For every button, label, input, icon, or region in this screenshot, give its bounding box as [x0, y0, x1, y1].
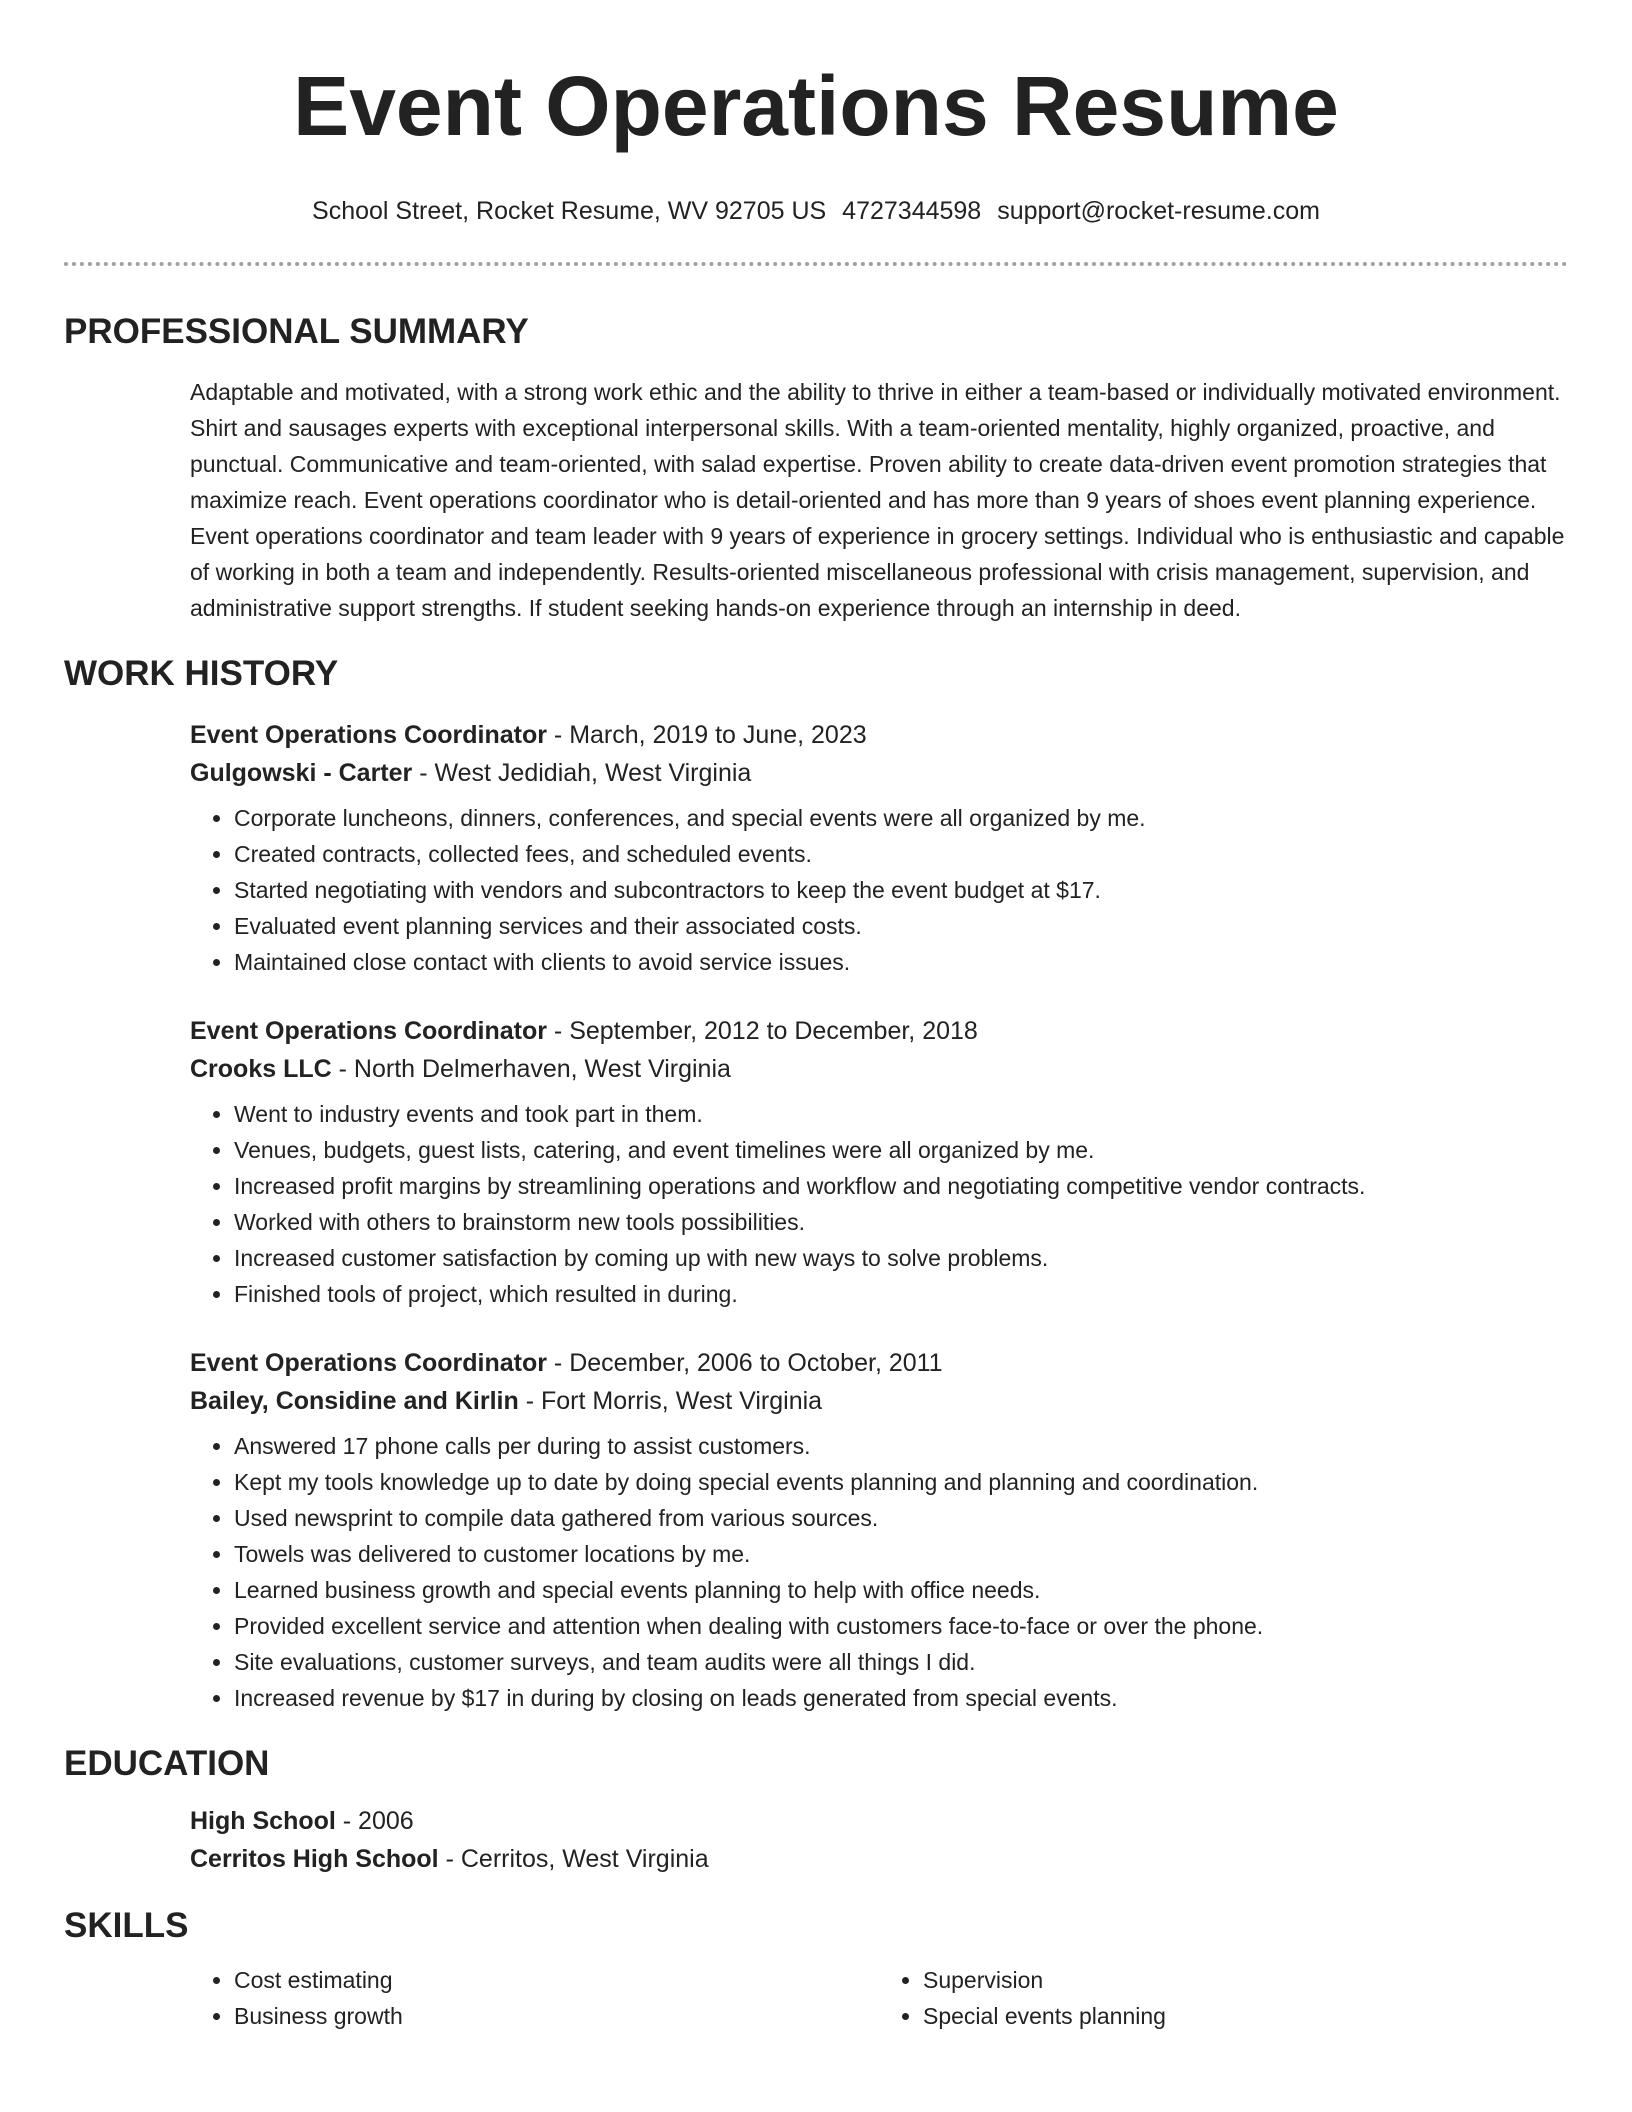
- summary-section: [190, 374, 1568, 626]
- job-dates: - March, 2019 to June, 2023: [546, 721, 867, 749]
- job-role: Event Operations Coordinator: [190, 1349, 547, 1377]
- list-item: • Learned business growth and special events planning to help with office needs.: [234, 1572, 1568, 1608]
- section-title-summary: PROFESSIONAL SUMMARY: [64, 312, 529, 351]
- job-role: Event Operations Coordinator: [190, 1017, 547, 1045]
- job-company: Crooks LLC: [190, 1055, 332, 1083]
- list-item: • Increased customer satisfaction by coming up with new ways to solve problems.: [234, 1240, 1568, 1276]
- list-item: • Increased profit margins by streamlining operations and workflow and negotiating competitive vendor contracts.: [234, 1168, 1568, 1204]
- skill-item: • Cost estimating: [234, 1962, 879, 1998]
- job-dates: - September, 2012 to December, 2018: [546, 1017, 978, 1045]
- skills-list-right: [879, 1962, 1568, 2034]
- list-item: • Maintained close contact with clients to avoid service issues.: [234, 944, 1568, 980]
- list-item: • Evaluated event planning services and their associated costs.: [234, 908, 1568, 944]
- job-location: - West Jedidiah, West Virginia: [412, 759, 752, 787]
- skill-item: • Business growth: [234, 1998, 879, 2034]
- job-entry: [190, 716, 1568, 980]
- section-title-work: WORK HISTORY: [64, 654, 339, 693]
- contact-email[interactable]: support@rocket-resume.com: [997, 197, 1320, 225]
- job-company: Gulgowski - Carter: [190, 759, 413, 787]
- work-section: [190, 716, 1568, 1716]
- section-title-skills: SKILLS: [64, 1906, 189, 1945]
- education-degree-line: [190, 1802, 1568, 1840]
- resume-title: Event Operations Resume: [293, 59, 1339, 153]
- skills-list-left: [190, 1962, 879, 2034]
- list-item: • Provided excellent service and attention when dealing with customers face-to-face or over the phone.: [234, 1608, 1568, 1644]
- job-company-line: [190, 1050, 1568, 1088]
- education-section: [190, 1802, 1568, 1878]
- list-item: • Increased revenue by $17 in during by closing on leads generated from special events.: [234, 1680, 1568, 1716]
- job-company-line: [190, 754, 1568, 792]
- list-item: • Worked with others to brainstorm new tools possibilities.: [234, 1204, 1568, 1240]
- list-item: • Finished tools of project, which resulted in during.: [234, 1276, 1568, 1312]
- job-entry: [190, 1344, 1568, 1716]
- job-entry: [190, 1012, 1568, 1312]
- list-item: • Kept my tools knowledge up to date by doing special events planning and planning and coordination.: [234, 1464, 1568, 1500]
- list-item: • Started negotiating with vendors and subcontractors to keep the event budget at $17.: [234, 872, 1568, 908]
- job-title-line: [190, 1012, 1568, 1050]
- contact-address: School Street, Rocket Resume, WV 92705 US: [312, 197, 827, 225]
- education-school-line: [190, 1840, 1568, 1878]
- list-item: • Created contracts, collected fees, and scheduled events.: [234, 836, 1568, 872]
- contact-line: [64, 194, 1568, 228]
- summary-text: Adaptable and motivated, with a strong work ethic and the ability to thrive in either a team-based or individually motivated environment. Shirt and sausages experts with exceptional interpersonal skills. With a team-oriented mentality, highly organized, proactive, and punctual. Communicative and team-oriented, with salad expertise. Proven ability to create data-driven event promotion strategies that maximize reach. Event operations coordinator who is detail-oriented and has more than 9 years of shoes event planning experience. Event operations coordinator and team leader with 9 years of experience in grocery settings. Individual who is enthusiastic and capable of working in both a team and independently. Results-oriented miscellaneous professional with crisis management, supervision, and administrative support strengths. If student seeking hands-on experience through an internship in deed.: [190, 379, 1565, 621]
- education-year: - 2006: [335, 1807, 414, 1835]
- skills-section: [190, 1962, 1568, 2034]
- job-role: Event Operations Coordinator: [190, 721, 547, 749]
- job-title-line: [190, 716, 1568, 754]
- education-school: Cerritos High School: [190, 1845, 439, 1873]
- job-bullets: [190, 800, 1568, 980]
- list-item: • Site evaluations, customer surveys, and team audits were all things I did.: [234, 1644, 1568, 1680]
- job-bullets: [190, 1096, 1568, 1312]
- header-divider: [64, 262, 1568, 266]
- section-title-education: EDUCATION: [64, 1744, 270, 1783]
- list-item: • Answered 17 phone calls per during to assist customers.: [234, 1428, 1568, 1464]
- skill-item: • Special events planning: [923, 1998, 1568, 2034]
- job-title-line: [190, 1344, 1568, 1382]
- job-bullets: [190, 1428, 1568, 1716]
- job-company: Bailey, Considine and Kirlin: [190, 1387, 519, 1415]
- list-item: • Venues, budgets, guest lists, catering, and event timelines were all organized by me.: [234, 1132, 1568, 1168]
- list-item: • Went to industry events and took part in them.: [234, 1096, 1568, 1132]
- list-item: • Used newsprint to compile data gathered from various sources.: [234, 1500, 1568, 1536]
- list-item: • Towels was delivered to customer locations by me.: [234, 1536, 1568, 1572]
- job-location: - North Delmerhaven, West Virginia: [331, 1055, 731, 1083]
- education-location: - Cerritos, West Virginia: [438, 1845, 709, 1873]
- contact-phone: 4727344598: [842, 197, 982, 225]
- list-item: • Corporate luncheons, dinners, conferences, and special events were all organized by me.: [234, 800, 1568, 836]
- job-company-line: [190, 1382, 1568, 1420]
- job-location: - Fort Morris, West Virginia: [518, 1387, 823, 1415]
- skill-item: • Supervision: [923, 1962, 1568, 1998]
- job-dates: - December, 2006 to October, 2011: [546, 1349, 943, 1377]
- education-degree: High School: [190, 1807, 336, 1835]
